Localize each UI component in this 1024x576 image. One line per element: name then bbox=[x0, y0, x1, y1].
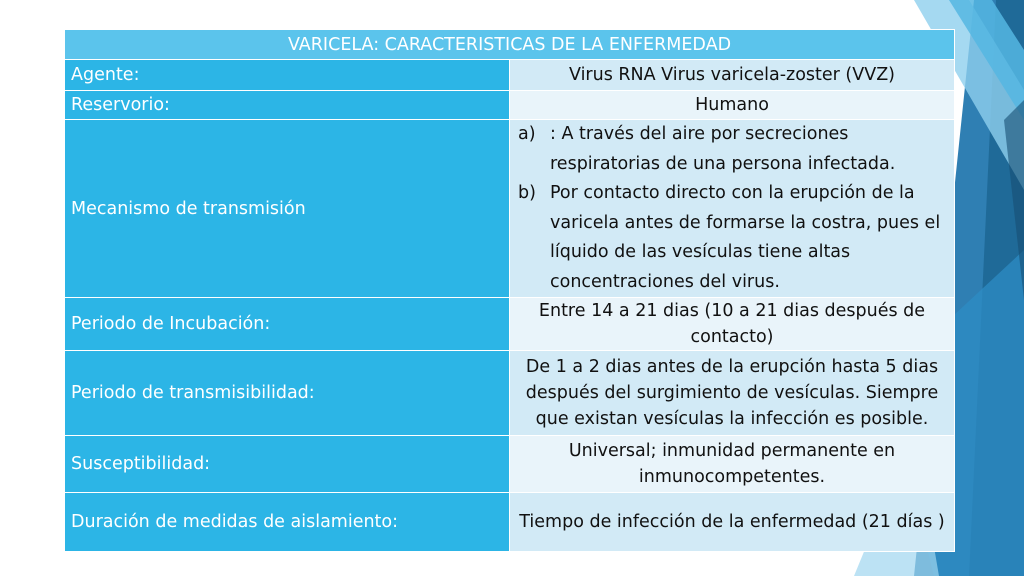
table-row bbox=[65, 298, 955, 351]
list-marker: b) bbox=[518, 183, 536, 203]
row-value-aislamiento: Tiempo de infección de la enfermedad (21 días ) bbox=[510, 493, 955, 552]
row-label-transmisibilidad: Periodo de transmisibilidad: bbox=[65, 351, 510, 436]
row-label-agente: Agente: bbox=[65, 60, 510, 91]
row-label-incubacion: Periodo de Incubación: bbox=[65, 298, 510, 351]
table-row bbox=[65, 351, 955, 436]
table-row bbox=[65, 60, 955, 91]
row-label-aislamiento: Duración de medidas de aislamiento: bbox=[65, 493, 510, 552]
row-label-susceptibilidad: Susceptibilidad: bbox=[65, 436, 510, 493]
list-marker: a) bbox=[518, 124, 536, 144]
row-value-transmisibilidad: De 1 a 2 dias antes de la erupción hasta 5 dias después del surgimiento de vesículas. Siempre que existan vesículas la infección es posible. bbox=[510, 351, 955, 436]
table-row bbox=[65, 120, 955, 298]
row-value-incubacion: Entre 14 a 21 dias (10 a 21 dias después de contacto) bbox=[510, 298, 955, 351]
transmission-list bbox=[516, 120, 948, 297]
list-item bbox=[516, 179, 948, 297]
table-row bbox=[65, 91, 955, 120]
list-item-text: : A través del aire por secreciones respiratorias de una persona infectada. bbox=[550, 124, 896, 174]
disease-characteristics-table bbox=[64, 29, 955, 552]
table-title: VARICELA: CARACTERISTICAS DE LA ENFERMEDAD bbox=[65, 30, 955, 60]
table-row bbox=[65, 493, 955, 552]
row-value-agente: Virus RNA Virus varicela-zoster (VVZ) bbox=[510, 60, 955, 91]
row-value-mecanismo bbox=[510, 120, 955, 298]
row-value-susceptibilidad: Universal; inmunidad permanente en inmunocompetentes. bbox=[510, 436, 955, 493]
list-item bbox=[516, 120, 948, 179]
table-row bbox=[65, 436, 955, 493]
row-value-reservorio: Humano bbox=[510, 91, 955, 120]
row-label-reservorio: Reservorio: bbox=[65, 91, 510, 120]
list-item-text: Por contacto directo con la erupción de la varicela antes de formarse la costra, pues el líquido de las vesículas tiene altas concentraciones del virus. bbox=[550, 183, 941, 292]
row-label-mecanismo: Mecanismo de transmisión bbox=[65, 120, 510, 298]
